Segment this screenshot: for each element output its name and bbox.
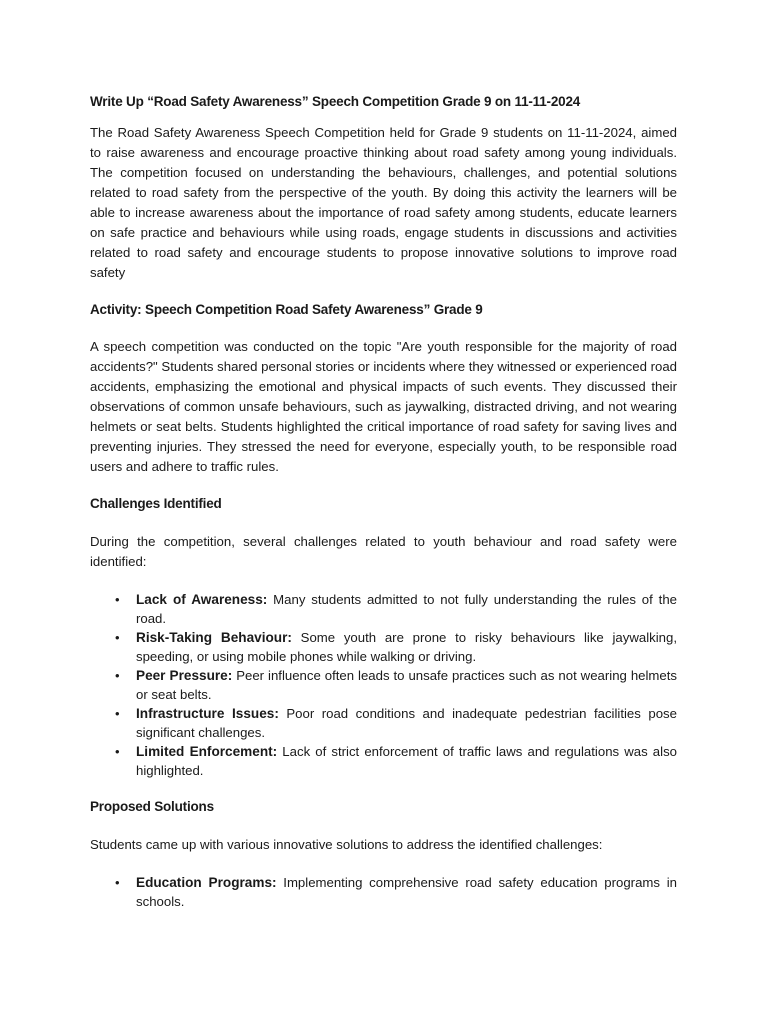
list-item-label: Risk-Taking Behaviour:: [136, 630, 292, 645]
solutions-heading: Proposed Solutions: [90, 799, 214, 814]
solutions-intro: Students came up with various innovative solutions to address the identified challenges:: [90, 837, 603, 852]
document-title: Write Up “Road Safety Awareness” Speech Competition Grade 9 on 11-11-2024: [90, 94, 581, 109]
solutions-list: [90, 873, 677, 911]
list-item-text: Implementing comprehensive road safety education programs in schools.: [136, 875, 677, 909]
activity-paragraph: A speech competition was conducted on the topic "Are youth responsible for the majority of road accidents?" Students shared personal stories or incidents where they witnessed or experienced road accidents, emphasizing the emotional and physical impacts of such events. They discussed their observations of common unsafe behaviours, such as jaywalking, distracted driving, and not wearing helmets or seat belts. Students highlighted the critical importance of road safety for saving lives and preventing injuries. They stressed the need for everyone, especially youth, to be responsible road users and adhere to traffic rules.: [90, 339, 677, 474]
document-content: [90, 92, 677, 928]
list-item: [90, 628, 677, 666]
list-item-label: Lack of Awareness:: [136, 592, 268, 607]
list-item-text: Lack of strict enforcement of traffic laws and regulations was also highlighted.: [136, 744, 677, 778]
bullet-icon: •: [115, 592, 120, 607]
list-item-label: Limited Enforcement:: [136, 744, 278, 759]
intro-paragraph: The Road Safety Awareness Speech Competition held for Grade 9 students on 11-11-2024, aimed to raise awareness and encourage proactive thinking about road safety among young individuals. The competition focused on understanding the behaviours, challenges, and potential solutions related to road safety from the perspective of the youth. By doing this activity the learners will be able to increase awareness about the importance of road safety among students, educate learners on safe practice and behaviours while using roads, engage students in discussions and activities related to road safety and encourage students to propose innovative solutions to improve road safety: [90, 125, 677, 280]
bullet-icon: •: [115, 668, 120, 683]
list-item: [90, 742, 677, 780]
challenges-heading: Challenges Identified: [90, 496, 222, 511]
bullet-icon: •: [115, 706, 120, 721]
list-item: [90, 704, 677, 742]
list-item-text: Many students admitted to not fully understanding the rules of the road.: [136, 592, 677, 626]
bullet-icon: •: [115, 875, 120, 890]
bullet-icon: •: [115, 630, 120, 645]
bullet-icon: •: [115, 744, 120, 759]
activity-heading: Activity: Speech Competition Road Safety Awareness” Grade 9: [90, 302, 483, 317]
list-item-text: Peer influence often leads to unsafe practices such as not wearing helmets or seat belts.: [136, 668, 677, 702]
list-item-text: Poor road conditions and inadequate pedestrian facilities pose significant challenges.: [136, 706, 677, 740]
challenges-list: [90, 590, 677, 780]
list-item-label: Education Programs:: [136, 875, 277, 890]
challenges-intro: During the competition, several challenges related to youth behaviour and road safety were identified:: [90, 534, 677, 569]
list-item-label: Infrastructure Issues:: [136, 706, 279, 721]
list-item: [90, 873, 677, 911]
list-item-label: Peer Pressure:: [136, 668, 233, 683]
list-item: [90, 590, 677, 628]
list-item: [90, 666, 677, 704]
list-item-text: Some youth are prone to risky behaviours like jaywalking, speeding, or using mobile phones while walking or driving.: [136, 630, 677, 664]
